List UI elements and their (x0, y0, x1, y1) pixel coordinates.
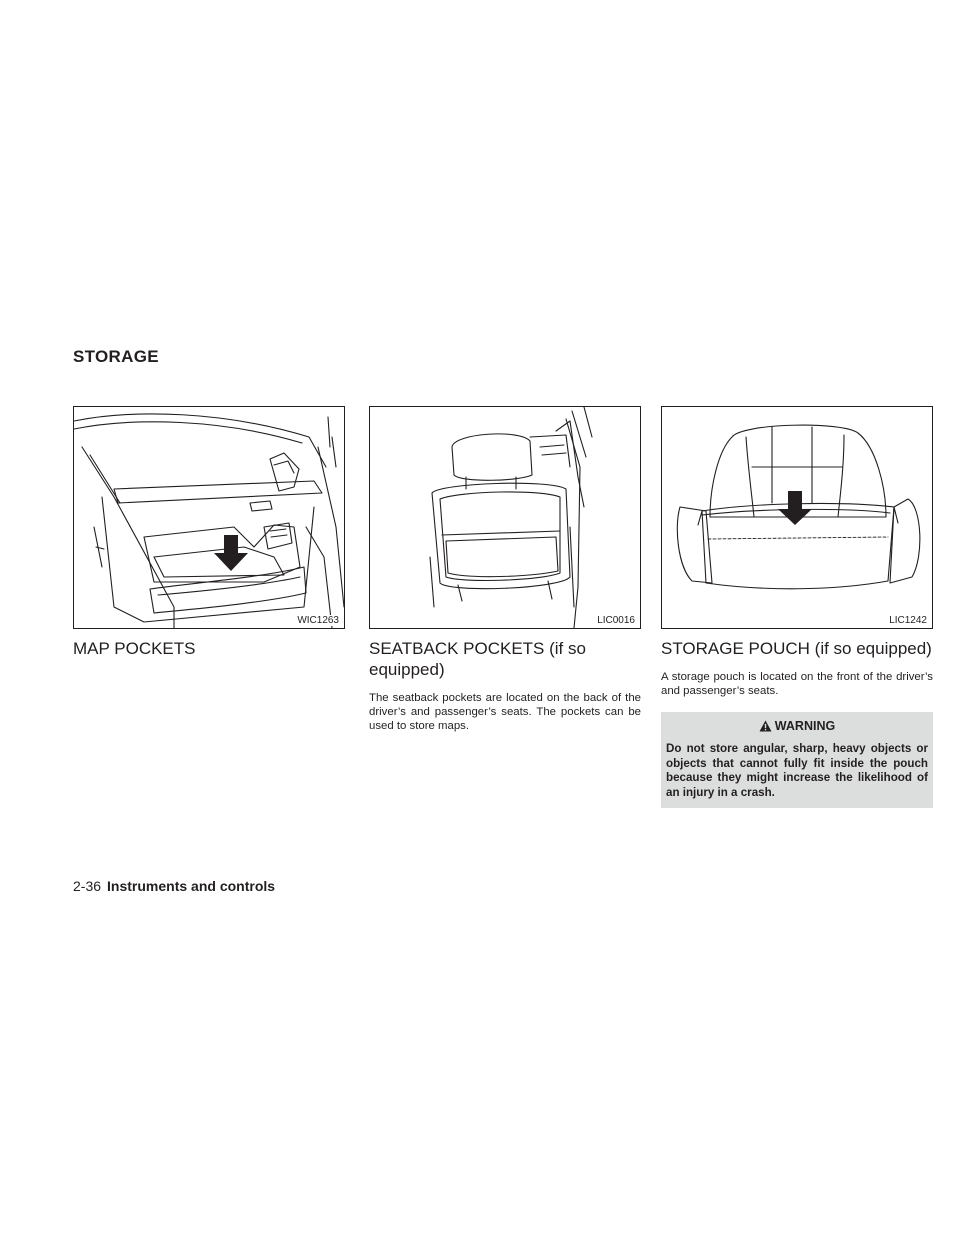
heading-seatback-pockets: SEATBACK POCKETS (if so equipped) (369, 639, 586, 679)
figure-storage-pouch (661, 406, 933, 629)
column-seatback-pockets (369, 406, 641, 733)
warning-text: Do not store angular, sharp, heavy objects or objects that cannot fully fit inside the pouch because they might increase the likelihood of an injury in a crash. (666, 742, 928, 799)
section-title: STORAGE (73, 347, 159, 366)
warning-box (661, 712, 933, 808)
arrow-down-icon (214, 535, 248, 571)
heading-storage-pouch: STORAGE POUCH (if so equipped) (661, 639, 932, 658)
body-storage-pouch: A storage pouch is located on the front of the driver’s and passenger’s seats. (661, 671, 933, 697)
chapter-title: Instruments and controls (107, 878, 276, 894)
body-seatback-pockets: The seatback pockets are located on the back of the driver’s and passenger’s seats. The pockets can be used to store maps. (369, 692, 641, 732)
seat-storage-pouch-illustration (662, 407, 932, 628)
warning-triangle-icon (759, 720, 772, 732)
heading-map-pockets: MAP POCKETS (73, 639, 196, 658)
column-storage-pouch (661, 406, 933, 808)
warning-title (666, 718, 928, 734)
seatback-pocket-illustration (370, 407, 640, 628)
figure-code: LIC1242 (889, 615, 927, 626)
figure-code: WIC1263 (297, 615, 339, 626)
figure-map-pockets (73, 406, 345, 629)
figure-code: LIC0016 (597, 615, 635, 626)
page-number: 2-36 (73, 878, 102, 894)
page-footer (73, 878, 275, 894)
column-map-pockets (73, 406, 345, 659)
figure-seatback-pockets (369, 406, 641, 629)
warning-label: WARNING (774, 719, 836, 733)
arrow-down-icon (778, 491, 812, 525)
door-map-pocket-illustration (74, 407, 344, 628)
